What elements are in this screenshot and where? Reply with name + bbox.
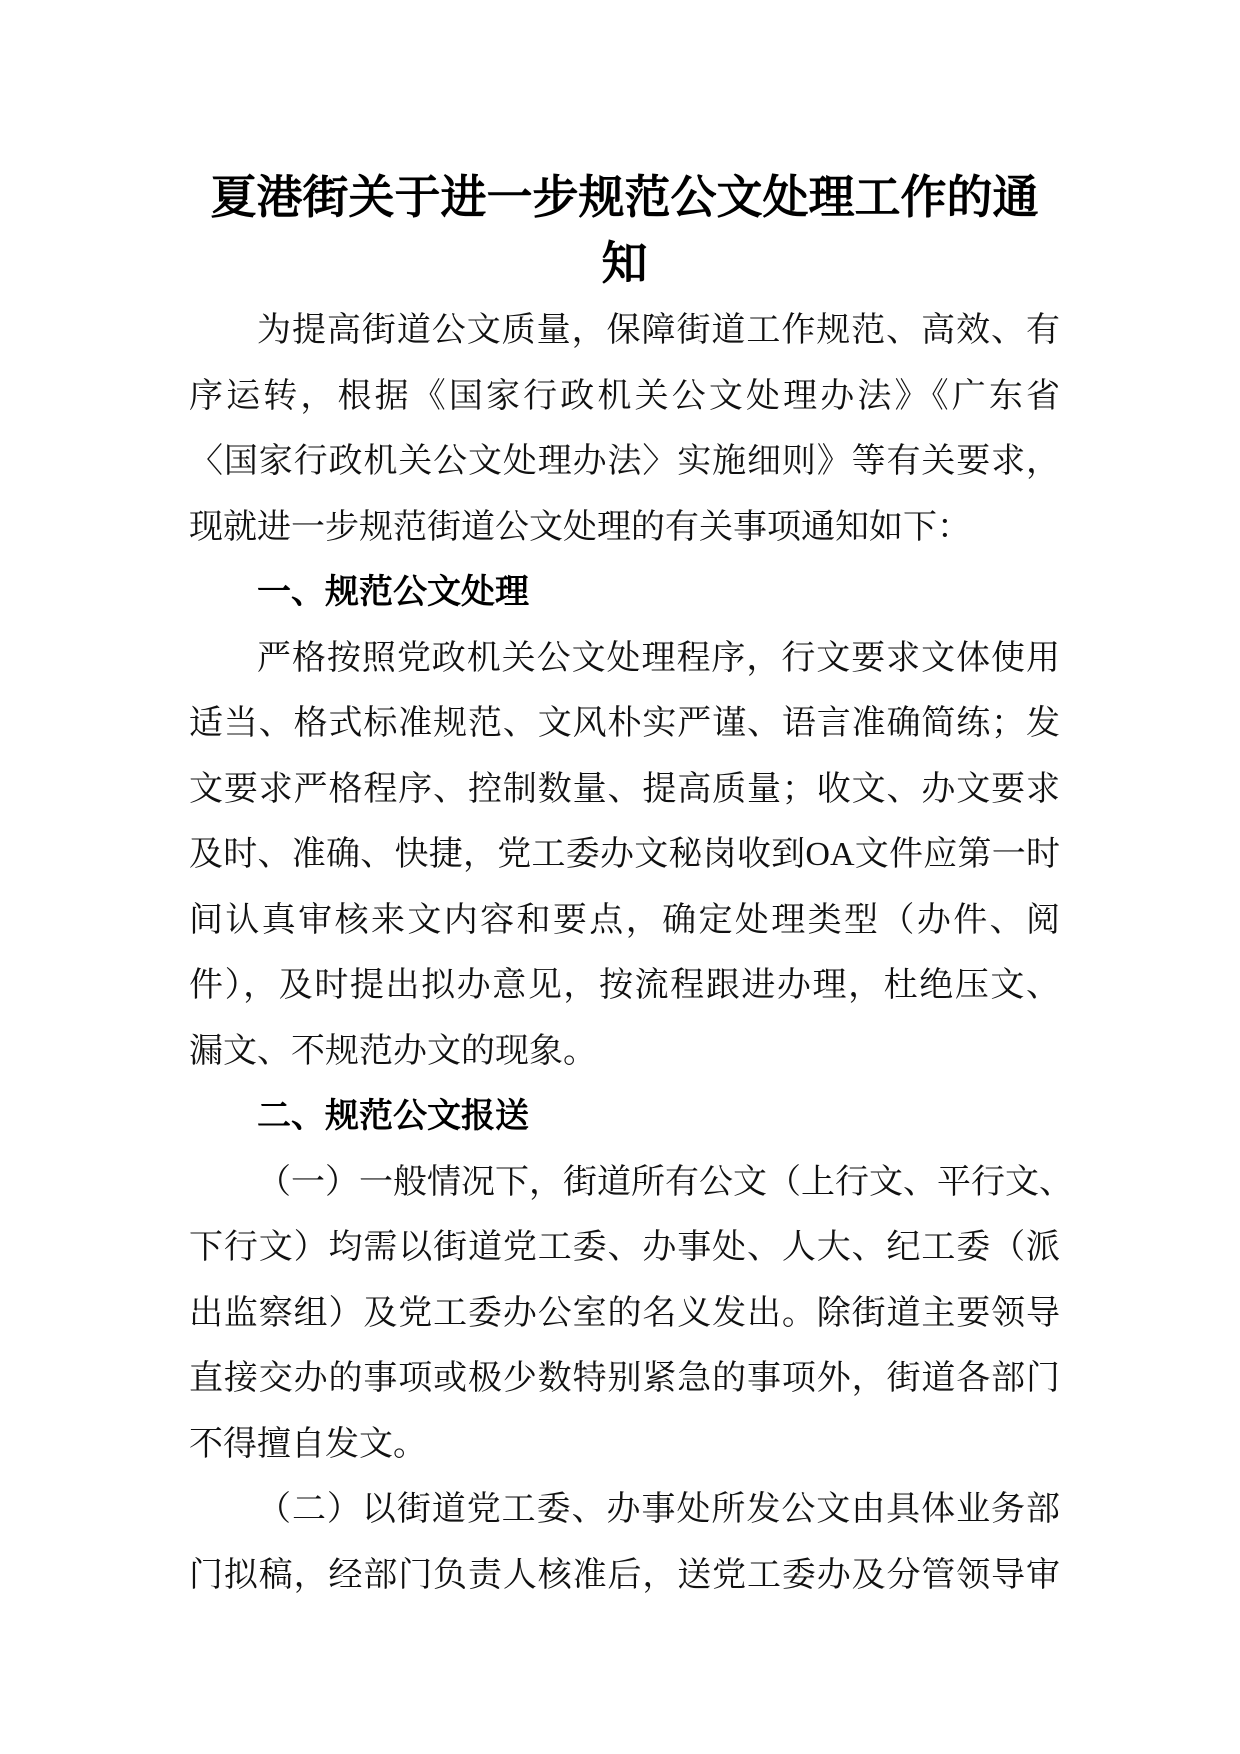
title-line: 夏港街关于进一步规范公文处理工作的通 [210,171,1039,223]
document-body [189,298,1073,1608]
paragraph-line: （一）一般情况下，街道所有公文（上行文、平行文、 [257,1163,1073,1201]
paragraph-line: 文要求严格程序、控制数量、提高质量；收文、办文要求 [189,770,1060,808]
paragraph-line: 直接交办的事项或极少数特别紧急的事项外，街道各部门 [189,1360,1060,1397]
paragraph-line: 间认真审核来文内容和要点，确定处理类型（办件、阅 [189,901,1060,939]
paragraph-line: 严格按照党政机关公文处理程序，行文要求文体使用 [257,639,1060,677]
intro-paragraph [189,298,1060,560]
section-1 [189,560,1060,1084]
paragraph-line: 不得擅自发文。 [189,1425,427,1463]
section-2 [189,1084,1073,1608]
paragraph-line: 适当、格式标准规范、文风朴实严谨、语言准确简练；发 [189,705,1060,742]
paragraph-line: 现就进一步规范街道公文处理的有关事项通知如下： [189,508,971,546]
paragraph [189,1150,1073,1478]
section-heading: 二、规范公文报送 [257,1097,529,1135]
paragraph-line: 件），及时提出拟办意见，按流程跟进办理，杜绝压文、 [189,967,1060,1004]
paragraph-line: （二）以街道党工委、办事处所发公文由具体业务部 [257,1491,1060,1528]
paragraph-line: 〈国家行政机关公文处理办法〉实施细则》等有关要求， [189,443,1060,480]
paragraph-line: 及时、准确、快捷，党工委办文秘岗收到OA文件应第一时 [189,836,1060,873]
paragraph-line: 出监察组）及党工委办公室的名义发出。除街道主要领导 [189,1294,1060,1332]
paragraph [189,1477,1060,1608]
paragraph-line: 门拟稿，经部门负责人核准后，送党工委办及分管领导审 [189,1556,1060,1594]
paragraph [189,626,1060,1085]
paragraph-line: 漏文、不规范办文的现象。 [189,1032,597,1070]
paragraph-line: 下行文）均需以街道党工委、办事处、人大、纪工委（派 [189,1229,1060,1266]
document-title [189,164,1060,296]
paragraph-line: 为提高街道公文质量，保障街道工作规范、高效、有 [257,312,1060,349]
title-line: 知 [601,237,648,289]
paragraph-line: 序运转，根据《国家行政机关公文处理办法》《广东省 [189,377,1060,415]
section-heading: 一、规范公文处理 [257,573,529,611]
